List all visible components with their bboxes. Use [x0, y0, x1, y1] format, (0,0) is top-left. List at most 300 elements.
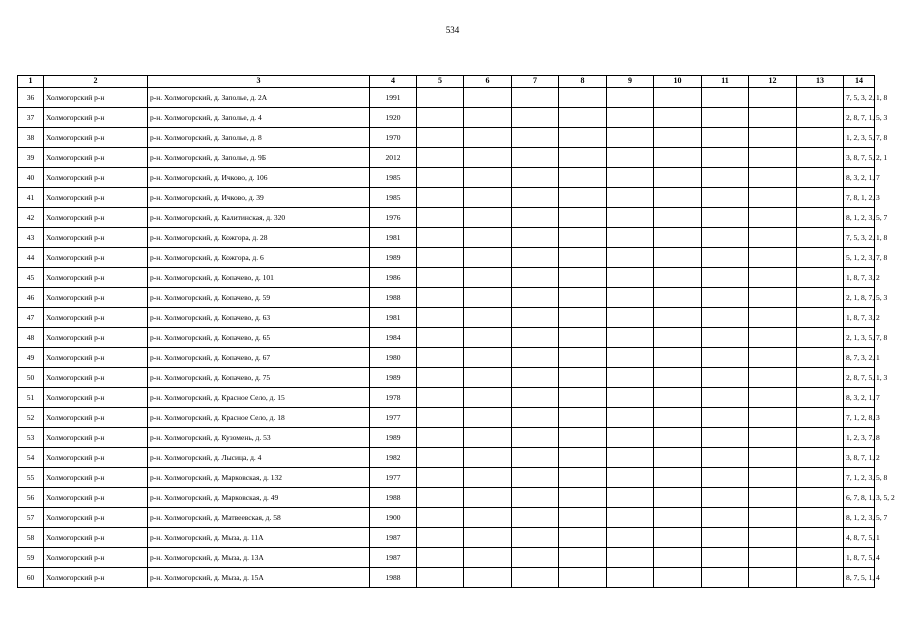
cell-empty-7	[512, 388, 559, 408]
cell-year: 1988	[370, 288, 417, 308]
cell-c14: 8, 3, 2, 1, 7	[844, 168, 875, 188]
table-row	[18, 228, 875, 248]
cell-empty-12	[749, 248, 797, 268]
cell-empty-6	[464, 288, 512, 308]
column-header-1: 1	[18, 76, 44, 88]
cell-empty-12	[749, 568, 797, 588]
cell-empty-11	[702, 248, 749, 268]
table-row	[18, 208, 875, 228]
cell-empty-13	[797, 328, 844, 348]
cell-c14: 3, 8, 7, 1, 2	[844, 448, 875, 468]
table-row	[18, 368, 875, 388]
cell-empty-6	[464, 188, 512, 208]
cell-empty-12	[749, 308, 797, 328]
cell-empty-7	[512, 568, 559, 588]
cell-c14: 8, 3, 2, 1, 7	[844, 388, 875, 408]
cell-address: р-н. Холмогорский, д. Заполье, д. 9Б	[148, 148, 370, 168]
cell-empty-7	[512, 368, 559, 388]
cell-address: р-н. Холмогорский, д. Копачево, д. 75	[148, 368, 370, 388]
cell-address: р-н. Холмогорский, д. Заполье, д. 8	[148, 128, 370, 148]
cell-empty-9	[607, 88, 654, 108]
cell-empty-10	[654, 248, 702, 268]
cell-address: р-н. Холмогорский, д. Ичково, д. 106	[148, 168, 370, 188]
table-row	[18, 88, 875, 108]
cell-address: р-н. Холмогорский, д. Мыза, д. 11А	[148, 528, 370, 548]
cell-empty-9	[607, 448, 654, 468]
cell-empty-12	[749, 388, 797, 408]
cell-empty-6	[464, 248, 512, 268]
cell-num: 43	[18, 228, 44, 248]
cell-empty-11	[702, 188, 749, 208]
cell-empty-6	[464, 148, 512, 168]
cell-empty-11	[702, 328, 749, 348]
column-header-7: 7	[512, 76, 559, 88]
cell-empty-13	[797, 228, 844, 248]
cell-empty-9	[607, 188, 654, 208]
cell-empty-9	[607, 528, 654, 548]
cell-empty-9	[607, 468, 654, 488]
cell-c14: 1, 8, 7, 5, 4	[844, 548, 875, 568]
cell-empty-5	[417, 468, 464, 488]
cell-empty-13	[797, 428, 844, 448]
cell-c14: 2, 8, 7, 5, 1, 3	[844, 368, 875, 388]
cell-num: 40	[18, 168, 44, 188]
cell-empty-6	[464, 388, 512, 408]
cell-address: р-н. Холмогорский, д. Марковская, д. 132	[148, 468, 370, 488]
cell-year: 1977	[370, 408, 417, 428]
cell-num: 54	[18, 448, 44, 468]
cell-year: 1986	[370, 268, 417, 288]
cell-empty-8	[559, 368, 607, 388]
table-row	[18, 448, 875, 468]
cell-empty-6	[464, 508, 512, 528]
cell-empty-11	[702, 468, 749, 488]
cell-empty-13	[797, 168, 844, 188]
cell-empty-7	[512, 248, 559, 268]
cell-empty-5	[417, 388, 464, 408]
cell-empty-12	[749, 288, 797, 308]
cell-empty-6	[464, 428, 512, 448]
cell-year: 1987	[370, 528, 417, 548]
cell-empty-8	[559, 388, 607, 408]
cell-empty-10	[654, 408, 702, 428]
cell-empty-13	[797, 508, 844, 528]
cell-empty-5	[417, 108, 464, 128]
cell-empty-8	[559, 148, 607, 168]
cell-address: р-н. Холмогорский, д. Кожгора, д. 6	[148, 248, 370, 268]
cell-empty-8	[559, 308, 607, 328]
cell-empty-8	[559, 228, 607, 248]
cell-empty-7	[512, 428, 559, 448]
cell-address: р-н. Холмогорский, д. Заполье, д. 2А	[148, 88, 370, 108]
cell-empty-5	[417, 428, 464, 448]
cell-empty-10	[654, 448, 702, 468]
cell-empty-11	[702, 368, 749, 388]
table-row	[18, 168, 875, 188]
cell-empty-12	[749, 88, 797, 108]
cell-empty-5	[417, 288, 464, 308]
cell-empty-5	[417, 568, 464, 588]
cell-empty-6	[464, 528, 512, 548]
cell-c14: 6, 7, 8, 1, 3, 5, 2	[844, 488, 875, 508]
cell-num: 47	[18, 308, 44, 328]
cell-empty-13	[797, 568, 844, 588]
cell-empty-5	[417, 528, 464, 548]
cell-c14: 3, 8, 7, 5, 2, 1	[844, 148, 875, 168]
cell-num: 52	[18, 408, 44, 428]
cell-empty-12	[749, 188, 797, 208]
cell-empty-7	[512, 528, 559, 548]
cell-empty-5	[417, 488, 464, 508]
cell-empty-11	[702, 288, 749, 308]
table-row	[18, 528, 875, 548]
cell-empty-12	[749, 168, 797, 188]
cell-empty-11	[702, 548, 749, 568]
cell-empty-10	[654, 268, 702, 288]
cell-num: 38	[18, 128, 44, 148]
cell-empty-6	[464, 348, 512, 368]
cell-empty-8	[559, 208, 607, 228]
cell-empty-8	[559, 528, 607, 548]
cell-empty-11	[702, 128, 749, 148]
cell-c14: 7, 1, 2, 8, 3	[844, 408, 875, 428]
cell-num: 48	[18, 328, 44, 348]
cell-empty-5	[417, 188, 464, 208]
cell-empty-9	[607, 508, 654, 528]
cell-empty-11	[702, 308, 749, 328]
cell-c14: 8, 7, 3, 2, 1	[844, 348, 875, 368]
cell-empty-6	[464, 268, 512, 288]
cell-empty-7	[512, 348, 559, 368]
cell-year: 2012	[370, 148, 417, 168]
table-row	[18, 508, 875, 528]
cell-empty-5	[417, 208, 464, 228]
cell-empty-6	[464, 548, 512, 568]
cell-district: Холмогорский р-н	[44, 148, 148, 168]
cell-empty-7	[512, 288, 559, 308]
cell-empty-5	[417, 128, 464, 148]
cell-empty-8	[559, 468, 607, 488]
cell-empty-7	[512, 488, 559, 508]
cell-empty-7	[512, 208, 559, 228]
cell-empty-5	[417, 448, 464, 468]
cell-empty-11	[702, 508, 749, 528]
cell-empty-5	[417, 508, 464, 528]
cell-district: Холмогорский р-н	[44, 168, 148, 188]
cell-c14: 2, 8, 7, 1, 5, 3	[844, 108, 875, 128]
cell-num: 46	[18, 288, 44, 308]
cell-empty-8	[559, 188, 607, 208]
cell-empty-12	[749, 128, 797, 148]
cell-empty-7	[512, 88, 559, 108]
cell-year: 1988	[370, 488, 417, 508]
cell-empty-5	[417, 348, 464, 368]
cell-empty-13	[797, 448, 844, 468]
cell-num: 53	[18, 428, 44, 448]
cell-empty-6	[464, 408, 512, 428]
cell-empty-10	[654, 508, 702, 528]
cell-address: р-н. Холмогорский, д. Копачево, д. 65	[148, 328, 370, 348]
cell-empty-8	[559, 248, 607, 268]
cell-address: р-н. Холмогорский, д. Матвеевская, д. 58	[148, 508, 370, 528]
cell-empty-13	[797, 108, 844, 128]
cell-empty-9	[607, 108, 654, 128]
cell-empty-9	[607, 568, 654, 588]
table-row	[18, 388, 875, 408]
cell-empty-13	[797, 148, 844, 168]
column-header-13: 13	[797, 76, 844, 88]
table-row	[18, 348, 875, 368]
cell-empty-9	[607, 368, 654, 388]
cell-district: Холмогорский р-н	[44, 528, 148, 548]
table-row	[18, 468, 875, 488]
cell-district: Холмогорский р-н	[44, 308, 148, 328]
column-header-6: 6	[464, 76, 512, 88]
cell-c14: 1, 2, 3, 5, 7, 8	[844, 128, 875, 148]
column-header-10: 10	[654, 76, 702, 88]
table-header	[18, 76, 875, 88]
cell-empty-9	[607, 148, 654, 168]
cell-empty-10	[654, 208, 702, 228]
table-row	[18, 268, 875, 288]
cell-year: 1985	[370, 188, 417, 208]
cell-district: Холмогорский р-н	[44, 208, 148, 228]
cell-empty-6	[464, 308, 512, 328]
cell-district: Холмогорский р-н	[44, 268, 148, 288]
cell-empty-8	[559, 328, 607, 348]
cell-empty-12	[749, 108, 797, 128]
cell-year: 1982	[370, 448, 417, 468]
cell-empty-13	[797, 248, 844, 268]
cell-empty-9	[607, 228, 654, 248]
cell-empty-6	[464, 108, 512, 128]
cell-c14: 7, 8, 1, 2, 3	[844, 188, 875, 208]
cell-empty-13	[797, 88, 844, 108]
cell-c14: 4, 8, 7, 5, 1	[844, 528, 875, 548]
cell-empty-8	[559, 168, 607, 188]
table-row	[18, 548, 875, 568]
cell-empty-12	[749, 428, 797, 448]
table-row	[18, 428, 875, 448]
cell-empty-7	[512, 408, 559, 428]
cell-empty-12	[749, 448, 797, 468]
cell-empty-12	[749, 488, 797, 508]
cell-district: Холмогорский р-н	[44, 288, 148, 308]
cell-empty-9	[607, 548, 654, 568]
cell-c14: 7, 1, 2, 3, 5, 8	[844, 468, 875, 488]
cell-empty-11	[702, 388, 749, 408]
cell-empty-6	[464, 228, 512, 248]
cell-empty-7	[512, 308, 559, 328]
cell-empty-13	[797, 308, 844, 328]
cell-empty-10	[654, 168, 702, 188]
cell-empty-8	[559, 428, 607, 448]
cell-empty-6	[464, 368, 512, 388]
cell-empty-13	[797, 388, 844, 408]
cell-district: Холмогорский р-н	[44, 88, 148, 108]
cell-empty-8	[559, 128, 607, 148]
cell-num: 60	[18, 568, 44, 588]
table-row	[18, 148, 875, 168]
cell-empty-10	[654, 528, 702, 548]
cell-empty-12	[749, 548, 797, 568]
cell-empty-6	[464, 488, 512, 508]
cell-c14: 1, 8, 7, 3, 2	[844, 308, 875, 328]
cell-empty-7	[512, 508, 559, 528]
cell-district: Холмогорский р-н	[44, 188, 148, 208]
cell-empty-10	[654, 568, 702, 588]
cell-empty-9	[607, 308, 654, 328]
cell-empty-7	[512, 268, 559, 288]
cell-empty-10	[654, 228, 702, 248]
cell-district: Холмогорский р-н	[44, 368, 148, 388]
cell-empty-5	[417, 88, 464, 108]
cell-empty-13	[797, 288, 844, 308]
cell-address: р-н. Холмогорский, д. Кузомень, д. 53	[148, 428, 370, 448]
cell-empty-10	[654, 488, 702, 508]
cell-district: Холмогорский р-н	[44, 128, 148, 148]
cell-year: 1976	[370, 208, 417, 228]
cell-empty-7	[512, 188, 559, 208]
cell-empty-6	[464, 88, 512, 108]
cell-empty-10	[654, 328, 702, 348]
cell-empty-5	[417, 548, 464, 568]
housing-table	[17, 75, 895, 588]
cell-c14: 1, 2, 3, 7, 8	[844, 428, 875, 448]
cell-empty-9	[607, 208, 654, 228]
cell-empty-13	[797, 408, 844, 428]
cell-district: Холмогорский р-н	[44, 508, 148, 528]
cell-empty-13	[797, 528, 844, 548]
cell-empty-13	[797, 468, 844, 488]
cell-num: 36	[18, 88, 44, 108]
cell-num: 39	[18, 148, 44, 168]
cell-c14: 8, 7, 5, 1, 4	[844, 568, 875, 588]
cell-year: 1985	[370, 168, 417, 188]
cell-empty-9	[607, 268, 654, 288]
cell-district: Холмогорский р-н	[44, 228, 148, 248]
cell-address: р-н. Холмогорский, д. Красное Село, д. 15	[148, 388, 370, 408]
cell-empty-6	[464, 168, 512, 188]
cell-district: Холмогорский р-н	[44, 408, 148, 428]
cell-year: 1900	[370, 508, 417, 528]
cell-empty-13	[797, 368, 844, 388]
cell-year: 1987	[370, 548, 417, 568]
table-row	[18, 248, 875, 268]
cell-empty-8	[559, 288, 607, 308]
cell-num: 58	[18, 528, 44, 548]
cell-empty-6	[464, 568, 512, 588]
cell-empty-12	[749, 268, 797, 288]
cell-c14: 5, 1, 2, 3, 7, 8	[844, 248, 875, 268]
cell-empty-7	[512, 128, 559, 148]
cell-empty-7	[512, 168, 559, 188]
cell-address: р-н. Холмогорский, д. Заполье, д. 4	[148, 108, 370, 128]
table-body	[18, 88, 895, 588]
cell-empty-13	[797, 488, 844, 508]
cell-empty-11	[702, 428, 749, 448]
cell-year: 1980	[370, 348, 417, 368]
cell-empty-11	[702, 568, 749, 588]
table-row	[18, 108, 875, 128]
cell-num: 57	[18, 508, 44, 528]
column-header-8: 8	[559, 76, 607, 88]
cell-num: 45	[18, 268, 44, 288]
cell-address: р-н. Холмогорский, д. Копачево, д. 63	[148, 308, 370, 328]
cell-address: р-н. Холмогорский, д. Ичково, д. 39	[148, 188, 370, 208]
table-row	[18, 128, 875, 148]
cell-empty-11	[702, 528, 749, 548]
cell-district: Холмогорский р-н	[44, 108, 148, 128]
table-row	[18, 288, 875, 308]
cell-empty-12	[749, 208, 797, 228]
cell-empty-13	[797, 548, 844, 568]
cell-empty-11	[702, 448, 749, 468]
cell-empty-11	[702, 88, 749, 108]
cell-empty-10	[654, 388, 702, 408]
cell-empty-8	[559, 488, 607, 508]
cell-address: р-н. Холмогорский, д. Мыза, д. 15А	[148, 568, 370, 588]
cell-empty-11	[702, 168, 749, 188]
cell-address: р-н. Холмогорский, д. Копачево, д. 101	[148, 268, 370, 288]
cell-address: р-н. Холмогорский, д. Калитинская, д. 320	[148, 208, 370, 228]
cell-empty-11	[702, 348, 749, 368]
cell-num: 44	[18, 248, 44, 268]
cell-year: 1984	[370, 328, 417, 348]
column-header-4: 4	[370, 76, 417, 88]
cell-empty-10	[654, 468, 702, 488]
table-row	[18, 188, 875, 208]
cell-empty-8	[559, 268, 607, 288]
cell-empty-12	[749, 408, 797, 428]
cell-empty-10	[654, 108, 702, 128]
cell-empty-5	[417, 168, 464, 188]
cell-empty-11	[702, 488, 749, 508]
cell-empty-13	[797, 268, 844, 288]
cell-empty-13	[797, 128, 844, 148]
cell-empty-8	[559, 448, 607, 468]
cell-num: 50	[18, 368, 44, 388]
table-row	[18, 408, 875, 428]
column-header-5: 5	[417, 76, 464, 88]
cell-empty-10	[654, 428, 702, 448]
cell-num: 37	[18, 108, 44, 128]
cell-address: р-н. Холмогорский, д. Марковская, д. 49	[148, 488, 370, 508]
header-row	[18, 76, 875, 88]
cell-empty-7	[512, 548, 559, 568]
column-header-9: 9	[607, 76, 654, 88]
cell-district: Холмогорский р-н	[44, 428, 148, 448]
cell-num: 41	[18, 188, 44, 208]
cell-empty-7	[512, 328, 559, 348]
column-header-11: 11	[702, 76, 749, 88]
cell-empty-7	[512, 448, 559, 468]
cell-empty-6	[464, 208, 512, 228]
cell-empty-12	[749, 528, 797, 548]
column-header-3: 3	[148, 76, 370, 88]
cell-empty-12	[749, 148, 797, 168]
cell-c14: 7, 5, 3, 2, 1, 8	[844, 228, 875, 248]
cell-empty-10	[654, 128, 702, 148]
cell-empty-12	[749, 368, 797, 388]
cell-address: р-н. Холмогорский, д. Красное Село, д. 18	[148, 408, 370, 428]
cell-c14: 2, 1, 8, 7, 5, 3	[844, 288, 875, 308]
cell-empty-10	[654, 368, 702, 388]
cell-empty-6	[464, 468, 512, 488]
cell-empty-10	[654, 308, 702, 328]
cell-empty-6	[464, 128, 512, 148]
cell-empty-13	[797, 188, 844, 208]
